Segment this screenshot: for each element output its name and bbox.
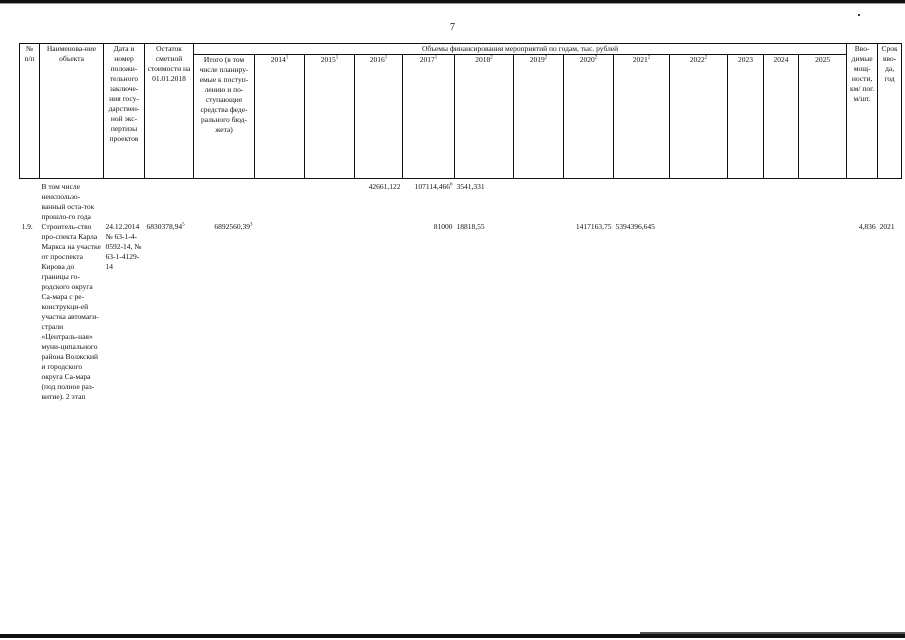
row-total — [194, 179, 255, 223]
row-y2014 — [255, 179, 305, 223]
row-y2025 — [799, 179, 847, 223]
col-header-year: 2022$^2$ — [670, 55, 728, 179]
row-y2018: 3541,331 — [456, 182, 485, 191]
row-y2017: 107114,466$^6$ — [414, 182, 453, 191]
col-header-num: № п/п — [20, 44, 40, 179]
row-remainder — [145, 179, 194, 223]
row-num — [20, 179, 40, 223]
col-header-total: Итого (в том числе планиру-емые к поступ-лению и по-ступающие средства феде-рального бюд-жета) — [194, 55, 255, 179]
row-y2015 — [305, 179, 355, 223]
col-header-capacity: Вво-димые мощ-ности, км/ пог. м/шт. — [847, 44, 878, 179]
top-border-shadow — [0, 3, 905, 4]
row-y2023 — [728, 222, 764, 402]
col-header-financing: Объемы финансирования мероприятий по годам, тыс. рублей — [194, 44, 847, 55]
row-y2022 — [670, 179, 728, 223]
row-deadline: 2021 — [879, 222, 895, 231]
table-row — [20, 179, 902, 223]
col-header-remainder: Остаток сметной стоимости на 01.01.2018 — [145, 44, 194, 179]
col-header-deadline: Срок вво-да, год — [878, 44, 902, 179]
row-y2015 — [305, 222, 355, 402]
row-y2022 — [670, 222, 728, 402]
col-header-year: 2015$^1$ — [305, 55, 355, 179]
row-remainder: 6830378,94$^5$ — [146, 222, 185, 231]
row-capacity: 4,836 — [858, 222, 876, 231]
row-y2025 — [799, 222, 847, 402]
header-row-1 — [20, 44, 902, 55]
row-num: 1.9. — [21, 222, 33, 231]
col-header-year: 2016$^1$ — [355, 55, 403, 179]
col-header-year: 2023 — [728, 55, 764, 179]
row-name: Строитель-ство про-спекта Карла Маркса на участке от проспекта Кирова до границы го-родского округа Са-мара с ре-конструкци-ей участка автомаги-страли «Централь-ная» муни-ципального района Волжский и городского округа Са-мара (под полное раз-витие). 2 этап — [41, 222, 101, 401]
col-header-year: 2024 — [764, 55, 799, 179]
financing-table — [19, 43, 902, 402]
row-y2016: 42661,122 — [368, 182, 401, 191]
col-header-year: 2014$^1$ — [255, 55, 305, 179]
row-y2019 — [514, 222, 564, 402]
row-y2020 — [564, 179, 614, 223]
col-header-year: 2017$^1$ — [403, 55, 455, 179]
bottom-border — [0, 634, 905, 638]
row-expertise: 24.12.2014 № 63-1-4-0592-14, № 63-1-4129-14 — [105, 222, 142, 271]
col-header-year: 2021$^2$ — [614, 55, 670, 179]
row-y2014 — [255, 222, 305, 402]
table-row — [20, 222, 902, 402]
row-y2024 — [764, 222, 799, 402]
col-header-year: 2019$^2$ — [514, 55, 564, 179]
row-y2020: 1417163,75 — [575, 222, 612, 231]
page-number: 7 — [450, 22, 455, 33]
row-y2019 — [514, 179, 564, 223]
row-y2023 — [728, 179, 764, 223]
row-expertise — [104, 179, 145, 223]
scan-speck — [858, 14, 860, 16]
row-total: 6892560,39$^3$ — [214, 222, 253, 231]
col-header-year: 2020$^2$ — [564, 55, 614, 179]
col-header-year: 2018$^2$ — [455, 55, 514, 179]
row-deadline — [878, 179, 902, 223]
row-y2021: 5394396,645 — [615, 222, 655, 231]
row-name: В том числе неиспользо-ванный оста-ток прошло-го года — [41, 182, 95, 221]
row-y2018: 18818,55 — [456, 222, 485, 231]
row-y2016 — [355, 222, 403, 402]
row-capacity — [847, 179, 878, 223]
row-y2021 — [614, 179, 670, 223]
col-header-expertise: Дата и номер положи-тельного заключе-ния госу-дарствен-ной экс-пертизы проектов — [104, 44, 145, 179]
col-header-year: 2025 — [799, 55, 847, 179]
row-y2024 — [764, 179, 799, 223]
row-y2017: 81000 — [433, 222, 453, 231]
col-header-name: Наименова-ние объекта — [40, 44, 104, 179]
